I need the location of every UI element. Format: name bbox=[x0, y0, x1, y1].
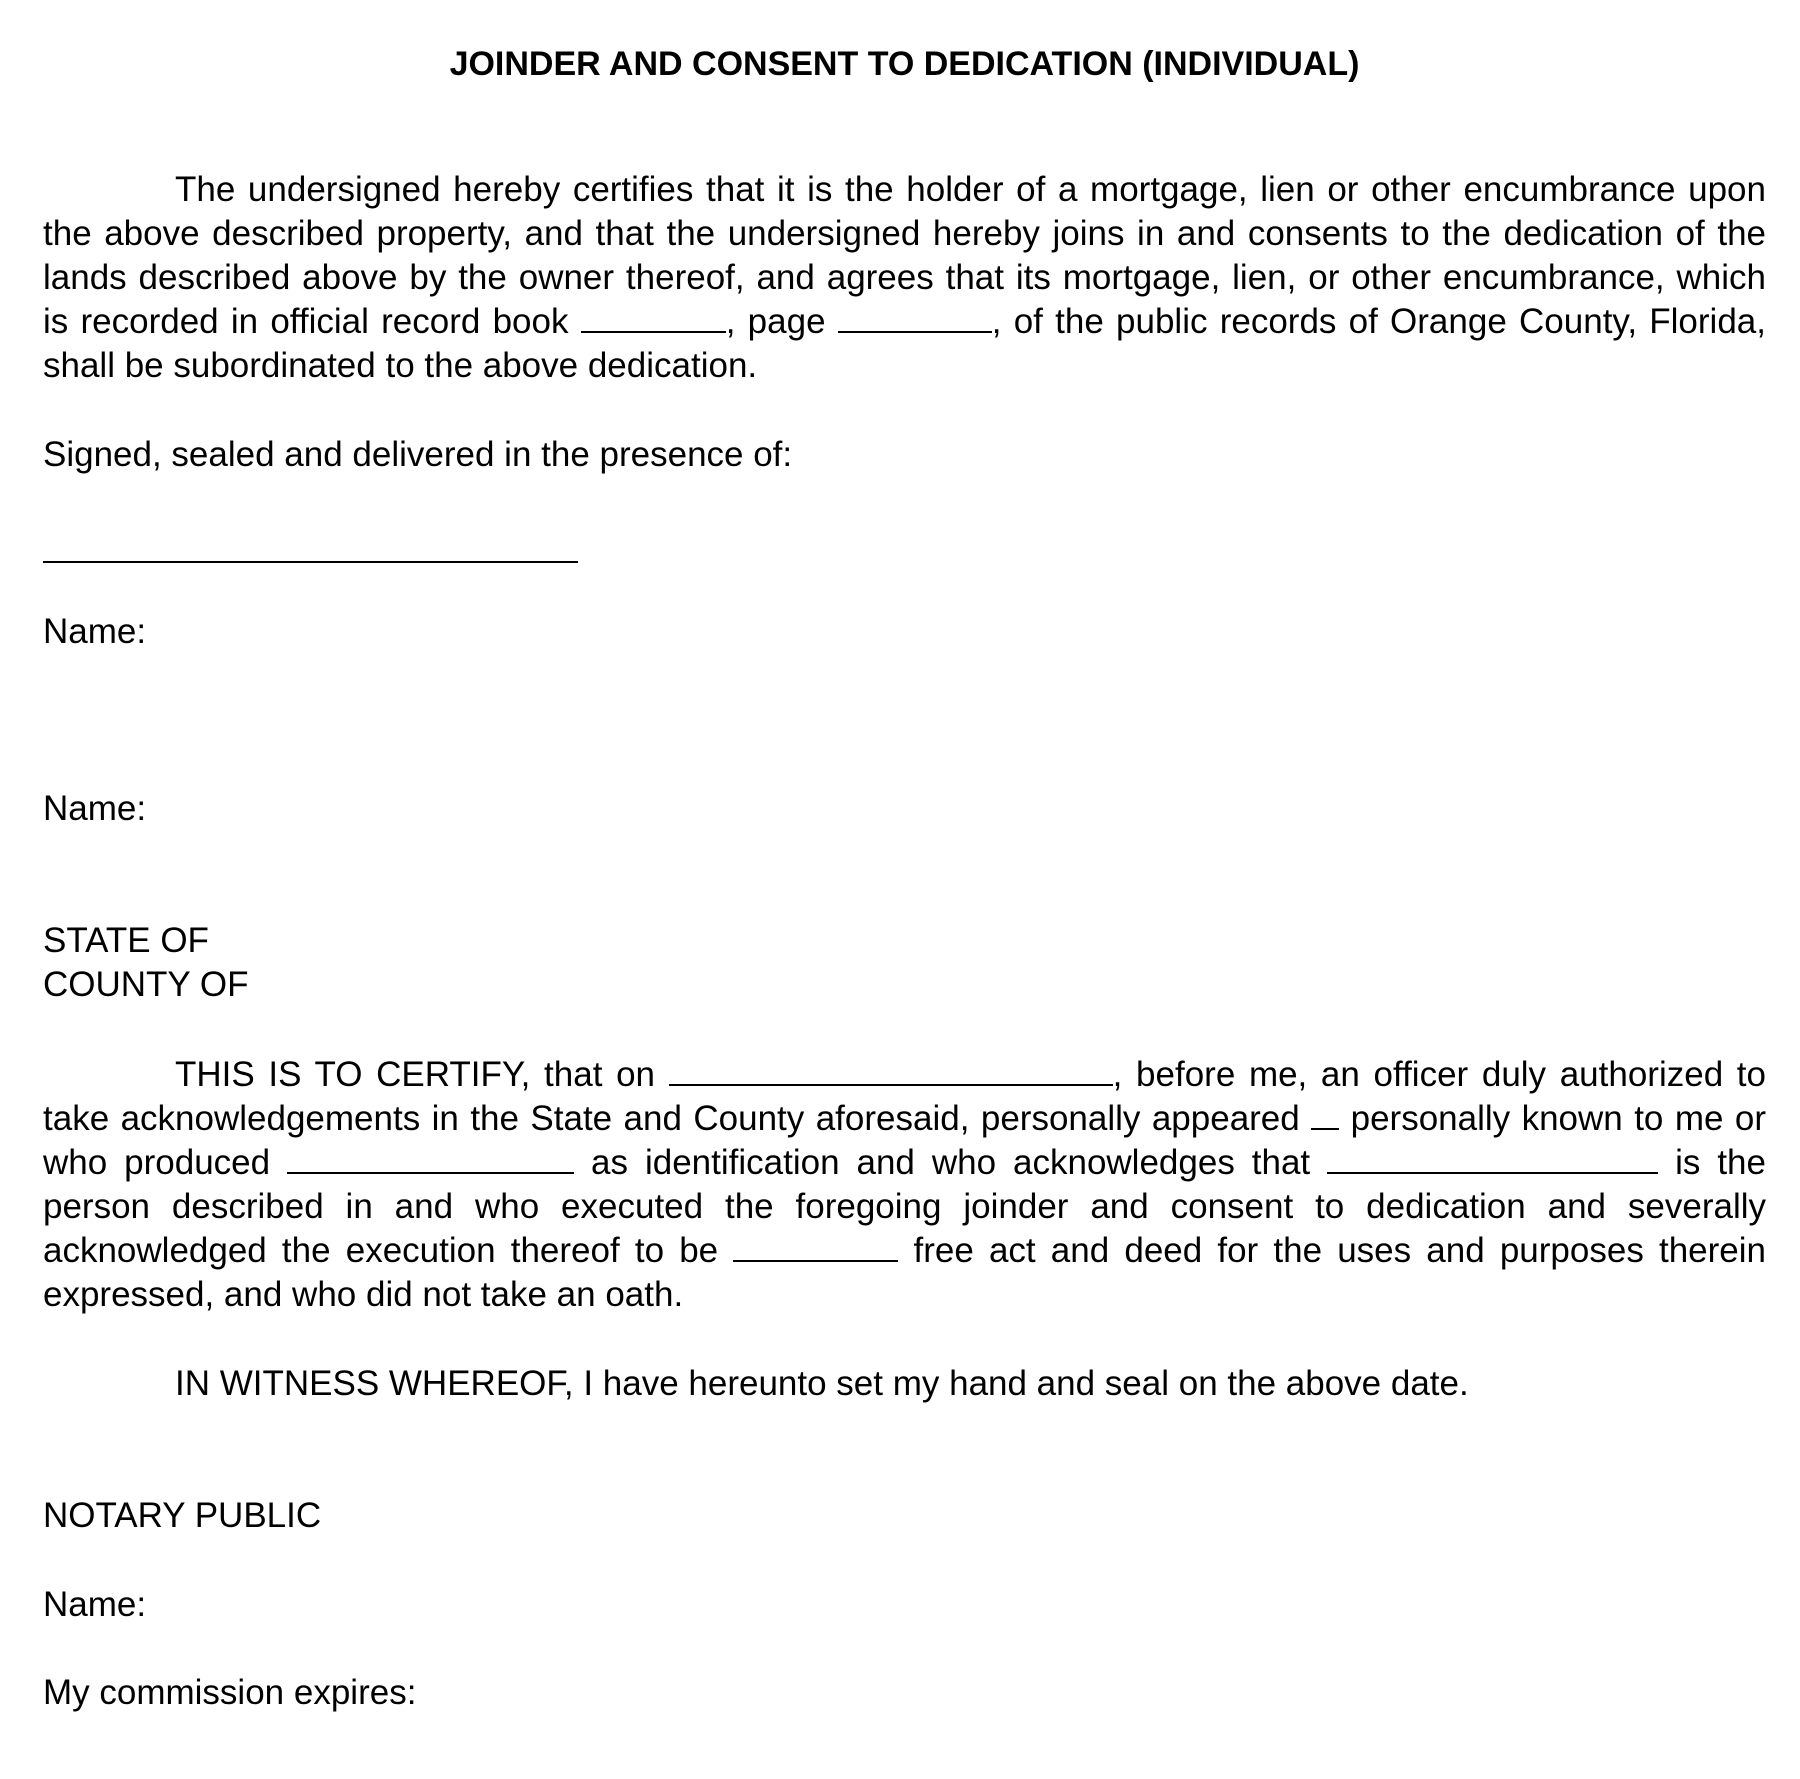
record-book-blank[interactable] bbox=[581, 331, 726, 333]
appeared-name-blank[interactable] bbox=[1311, 1128, 1339, 1130]
notary-public-label: NOTARY PUBLIC bbox=[43, 1496, 322, 1535]
witness-whereof: IN WITNESS WHEREOF, I have hereunto set my hand and seal on the above date. bbox=[175, 1364, 1469, 1403]
commission-expires-label: My commission expires: bbox=[43, 1673, 417, 1712]
county-of-label: COUNTY OF bbox=[43, 965, 249, 1004]
date-blank[interactable] bbox=[669, 1084, 1113, 1086]
consent-text-1: The undersigned hereby certifies that it is the holder of a mortgage, lien or other encumbrance upon the above described property, and that the undersigned hereby joins in and consents to the dedication of the lands described above by the owner thereof, and agrees that its mortgage, lien, or other encumbrance, which is recorded in official record book bbox=[43, 170, 1766, 341]
consent-paragraph bbox=[43, 168, 1766, 388]
witness-intro: Signed, sealed and delivered in the presence of: bbox=[43, 435, 793, 474]
page-number-blank[interactable] bbox=[838, 331, 992, 333]
certify-text-1: THIS IS TO CERTIFY, that on bbox=[175, 1055, 669, 1094]
consent-text-2: , page bbox=[725, 302, 838, 341]
witness-name-label-1: Name: bbox=[43, 612, 147, 651]
witness-signature-line[interactable] bbox=[43, 561, 578, 563]
certify-text-2: , before me, an officer duly authorized to take acknowledgements in the State and County aforesaid, personally appeared bbox=[43, 1055, 1766, 1138]
consent-text-3: , of the public records of Orange County, Florida, shall be subordinated to the above dedication. bbox=[43, 302, 1766, 385]
certify-paragraph bbox=[43, 1053, 1766, 1317]
state-of-label: STATE OF bbox=[43, 921, 209, 960]
witness-name-label-2: Name: bbox=[43, 789, 147, 828]
notary-name-label: Name: bbox=[43, 1585, 147, 1624]
certify-text-5: is the person described in and who executed the foregoing joinder and consent to dedication and severally acknowledged the execution thereof to be bbox=[43, 1143, 1766, 1270]
person-blank[interactable] bbox=[1327, 1172, 1658, 1174]
certify-text-3: personally known to me or who produced bbox=[43, 1099, 1766, 1182]
certify-text-6: free act and deed for the uses and purposes therein expressed, and who did not take an oath. bbox=[43, 1231, 1767, 1314]
free-act-blank[interactable] bbox=[733, 1260, 898, 1262]
identification-blank[interactable] bbox=[287, 1172, 574, 1174]
certify-text-4: as identification and who acknowledges that bbox=[574, 1143, 1328, 1182]
document-title: JOINDER AND CONSENT TO DEDICATION (INDIVIDUAL) bbox=[449, 45, 1360, 83]
